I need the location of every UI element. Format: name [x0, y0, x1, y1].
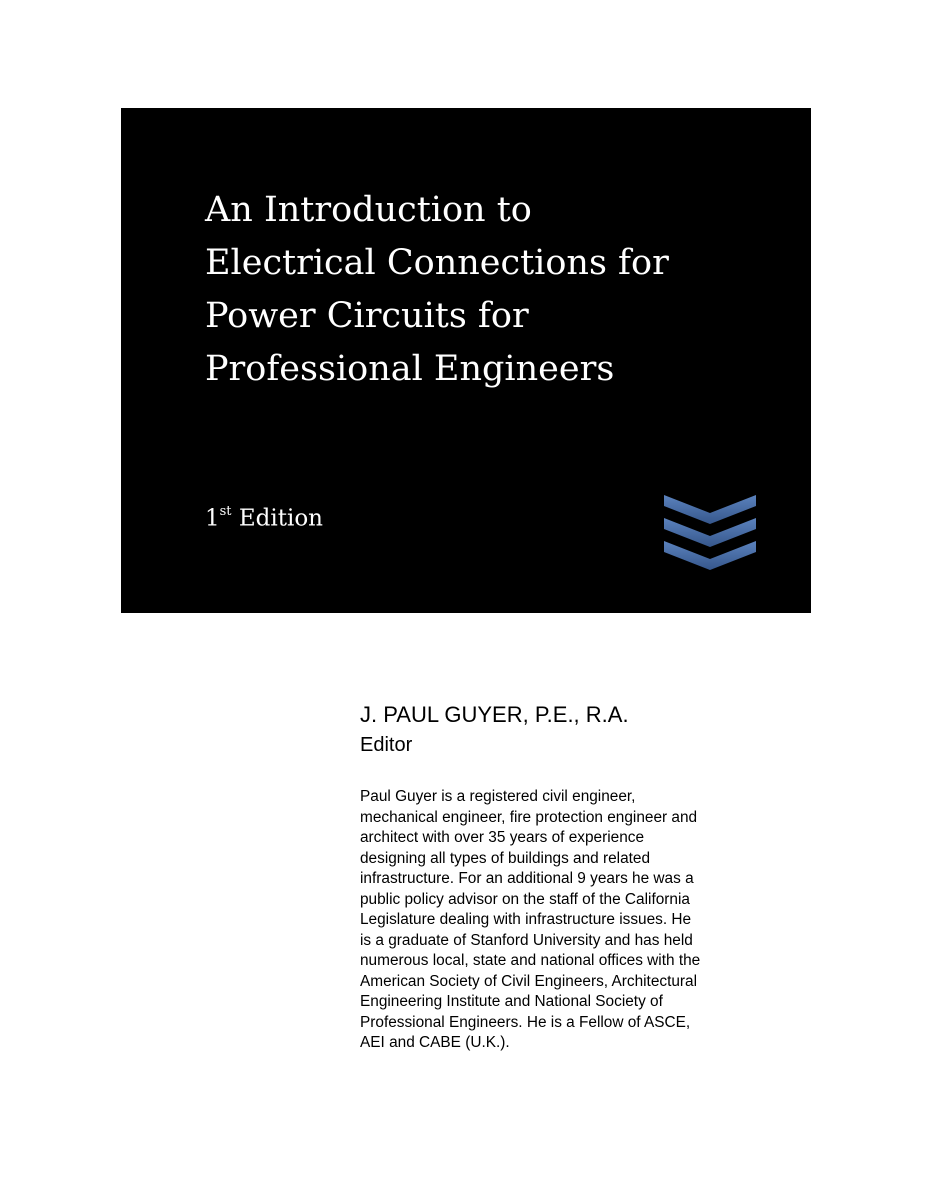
bio-line: is a graduate of Stanford University and has held — [360, 931, 693, 949]
bio-line: Professional Engineers. He is a Fellow of ASCE, — [360, 1013, 691, 1031]
author-bio — [360, 787, 780, 1054]
title-line: An Introduction to — [205, 190, 532, 230]
edition-number: 1 — [205, 505, 220, 532]
bio-line: Engineering Institute and National Society of — [360, 993, 663, 1010]
title-line: Professional Engineers — [205, 349, 615, 389]
book-title — [205, 184, 785, 396]
author-block — [360, 702, 780, 1054]
edition-text: Edition — [231, 505, 323, 532]
bio-line: infrastructure. For an additional 9 years he was a — [360, 870, 694, 887]
bio-line: designing all types of buildings and related — [360, 849, 651, 867]
title-line: Electrical Connections for — [205, 243, 669, 283]
author-name: J. PAUL GUYER, P.E., R.A. — [360, 702, 629, 727]
bio-line: architect with over 35 years of experience — [360, 829, 645, 846]
cover-panel — [121, 108, 811, 613]
edition-label — [205, 499, 323, 534]
chevron-shape — [664, 495, 756, 524]
author-role: Editor — [360, 734, 413, 756]
bio-line: mechanical engineer, fire protection engineer and — [360, 808, 698, 826]
bio-line: public policy advisor on the staff of the California — [360, 890, 690, 908]
bio-line: AEI and CABE (U.K.). — [360, 1034, 510, 1051]
bio-line: Legislature dealing with infrastructure issues. He — [360, 911, 692, 928]
edition-ordinal-suffix: st — [219, 504, 232, 519]
bio-line: American Society of Civil Engineers, Architectural — [360, 972, 698, 990]
chevron-stack-icon — [664, 495, 756, 573]
bio-line: numerous local, state and national offices with the — [360, 952, 701, 969]
bio-line: Paul Guyer is a registered civil engineer, — [360, 788, 636, 805]
title-line: Power Circuits for — [205, 296, 529, 336]
